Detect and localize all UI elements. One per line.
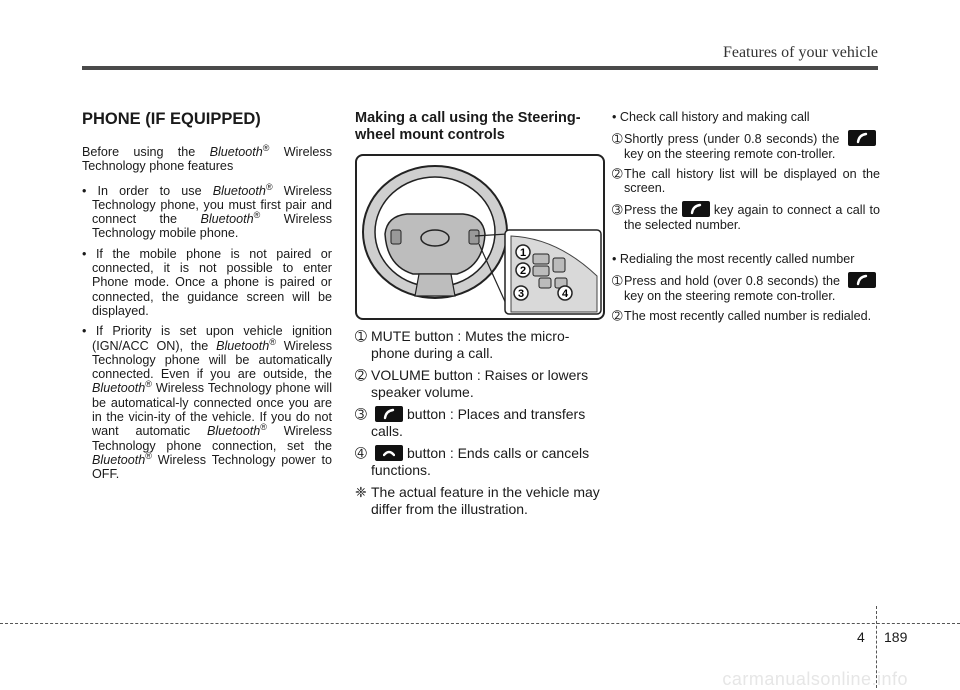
step-history-3: ➂Press the key again to connect a call to the selected number. <box>612 203 880 232</box>
chapter-number: 4 <box>857 629 865 645</box>
item-volume: ➁ VOLUME button : Raises or lowers speaker volume. <box>355 367 589 400</box>
call-key-icon <box>848 130 876 146</box>
bullet-redial: • Redialing the most recently called number <box>612 252 855 267</box>
steering-wheel-illustration <box>355 154 605 320</box>
bullet-priority: • If Priority is set upon vehicle ignition (IGN/ACC ON), the Bluetooth® Wireless Technology phone will be automatically connected. Even if you are outside, the Bluetooth® Wireless Technology phone will be automatical-ly connected once you are in the vicin-ity of the vehicle. If you do not want automatic Bluetooth® Wireless Technology phone connection, set the Bluetooth® Wireless Technology power to OFF. <box>82 324 333 482</box>
header-rule <box>82 66 878 70</box>
page-number: 189 <box>884 629 908 645</box>
callout-3 <box>514 286 528 300</box>
column-call-history <box>612 110 880 329</box>
illustration-note: ❈ The actual feature in the vehicle may differ from the illustration. <box>355 484 600 517</box>
item-mute: ➀ MUTE button : Mutes the micro-phone during a call. <box>355 328 570 361</box>
call-key-icon <box>682 201 710 217</box>
call-key-icon <box>848 272 876 288</box>
steering-wheel-drawing <box>357 156 603 318</box>
svg-text:2: 2 <box>519 265 527 277</box>
call-key-icon <box>375 406 403 422</box>
step-history-2: ➁The call history list will be displayed on the screen. <box>612 166 880 196</box>
item-end: ➃ button : Ends calls or cancels functions. <box>355 445 590 478</box>
watermark: carmanualsonline.info <box>722 669 908 689</box>
callout-4 <box>558 286 572 300</box>
step-history-1: ➀Shortly press (under 0.8 seconds) the key on the steering remote con-troller. <box>612 130 880 161</box>
column-phone-intro <box>82 110 332 488</box>
step-redial-2: ➁The most recently called number is redialed. <box>612 308 872 323</box>
bullet-not-paired: • If the mobile phone is not paired or connected, it is not possible to enter Phone mode. Once a phone is paired or connected, the guidance screen will be displayed. <box>82 246 332 318</box>
bullet-pairing: • In order to use Bluetooth® Wireless Technology phone, you must first pair and connect the Bluetooth® Wireless Technology mobile phone. <box>82 181 332 241</box>
step-redial-1: ➀Press and hold (over 0.8 seconds) the key on the steering remote con-troller. <box>612 272 880 303</box>
section-heading: PHONE (IF EQUIPPED) <box>82 110 261 128</box>
footer-rule <box>0 623 960 624</box>
svg-text:3: 3 <box>517 288 525 300</box>
end-call-key-icon <box>375 445 403 461</box>
page-header-title: Features of your vehicle <box>722 44 878 61</box>
item-call: ➂ button : Places and transfers calls. <box>355 406 586 439</box>
callout-1 <box>516 245 530 259</box>
svg-text:1: 1 <box>519 247 527 259</box>
intro-paragraph: Before using the Bluetooth® Wireless Technology phone features <box>82 142 332 174</box>
column-steering-controls <box>355 110 607 523</box>
callout-2 <box>516 263 530 277</box>
subsection-heading: Making a call using the Steering-wheel mount controls <box>355 110 581 143</box>
svg-text:4: 4 <box>561 288 569 300</box>
bullet-call-history: • Check call history and making call <box>612 110 810 124</box>
